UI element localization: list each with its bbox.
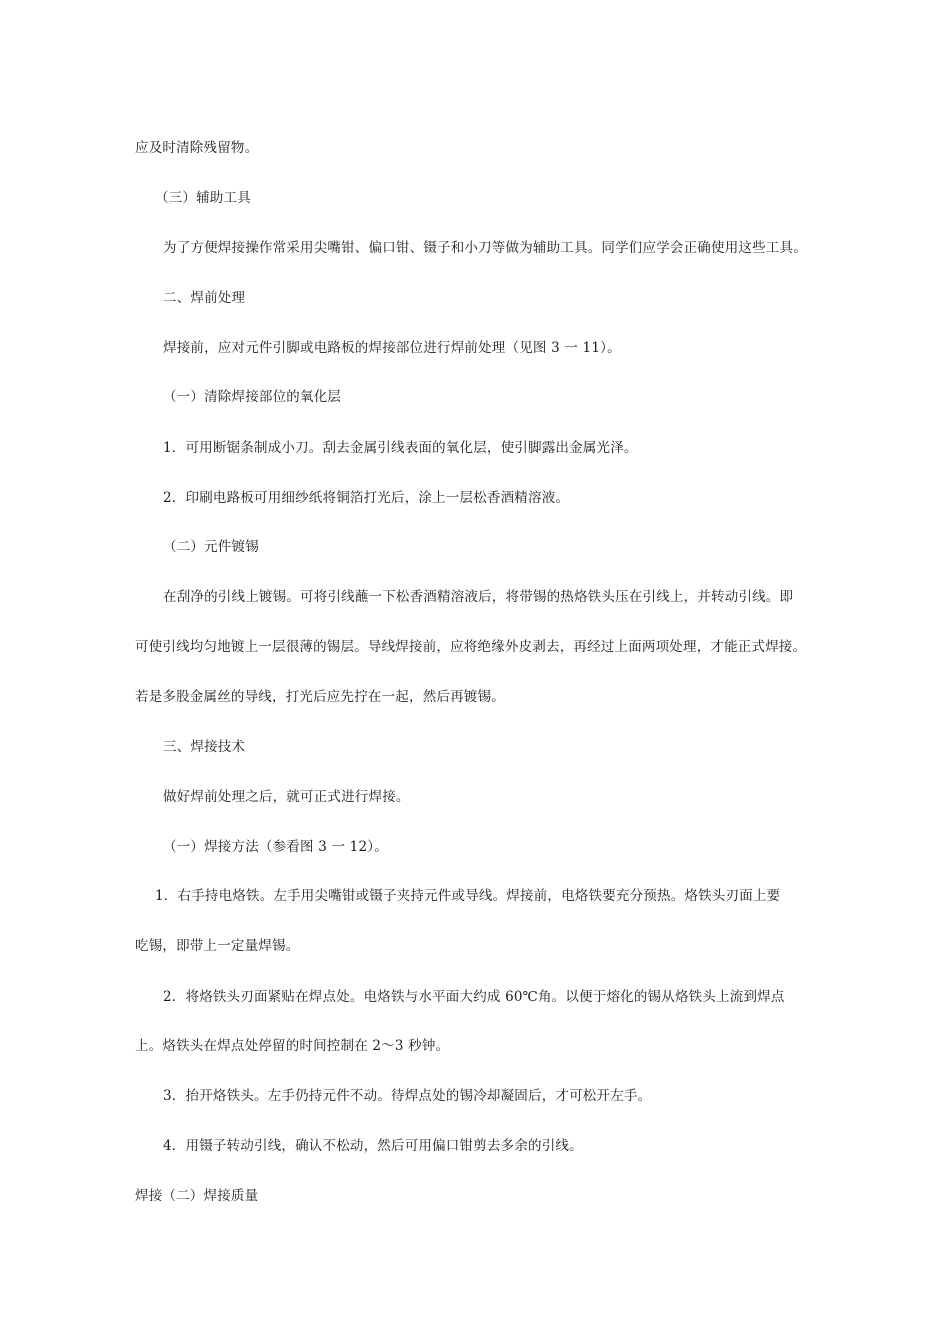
paragraph-line: 应及时清除残留物。	[135, 140, 259, 156]
paragraph-line: 在刮净的引线上镀锡。可将引线蘸一下松香酒精溶液后，将带锡的热烙铁头压在引线上，并转动引线。即	[163, 589, 794, 605]
section-heading: （三）辅助工具	[155, 190, 251, 206]
paragraph-line: 吃锡，即带上一定量焊锡。	[135, 938, 300, 954]
paragraph-line: 做好焊前处理之后，就可正式进行焊接。	[163, 789, 410, 805]
list-item: 1．可用断锯条制成小刀。刮去金属引线表面的氧化层，使引脚露出金属光泽。	[163, 440, 638, 456]
section-heading: （一）焊接方法（参看图 3 一 12）。	[163, 839, 388, 855]
paragraph-line: 为了方便焊接操作常采用尖嘴钳、偏口钳、镊子和小刀等做为辅助工具。同学们应学会正确使用这些工具。	[163, 240, 807, 256]
section-heading: 三、焊接技术	[163, 739, 246, 755]
section-heading: 二、焊前处理	[163, 290, 246, 306]
paragraph-line: 若是多股金属丝的导线，打光后应先拧在一起，然后再镀锡。	[135, 689, 505, 705]
paragraph-line: 上。烙铁头在焊点处停留的时间控制在 2～3 秒钟。	[135, 1038, 450, 1054]
list-item: 2．将烙铁头刃面紧贴在焊点处。电烙铁与水平面大约成 60℃角。以便于熔化的锡从烙铁头上流到焊点	[163, 989, 785, 1005]
list-item: 1．右手持电烙铁。左手用尖嘴钳或镊子夹持元件或导线。焊接前，电烙铁要充分预热。烙铁头刃面上要	[155, 888, 781, 904]
section-heading: （二）元件镀锡	[163, 539, 259, 555]
paragraph-line: 焊接前，应对元件引脚或电路板的焊接部位进行焊前处理（见图 3 一 11）。	[163, 340, 621, 356]
section-heading: 焊接（二）焊接质量	[135, 1188, 259, 1204]
section-heading: （一）清除焊接部位的氧化层	[163, 389, 342, 405]
paragraph-line: 可使引线均匀地镀上一层很薄的锡层。导线焊接前，应将绝缘外皮剥去，再经过上面两项处理，才能正式焊接。	[135, 639, 807, 655]
list-item: 2．印刷电路板可用细纱纸将铜箔打光后，涂上一层松香酒精溶液。	[163, 490, 570, 506]
list-item: 4．用镊子转动引线，确认不松动，然后可用偏口钳剪去多余的引线。	[163, 1138, 583, 1154]
list-item: 3．抬开烙铁头。左手仍持元件不动。待焊点处的锡冷却凝固后，才可松开左手。	[163, 1088, 652, 1104]
